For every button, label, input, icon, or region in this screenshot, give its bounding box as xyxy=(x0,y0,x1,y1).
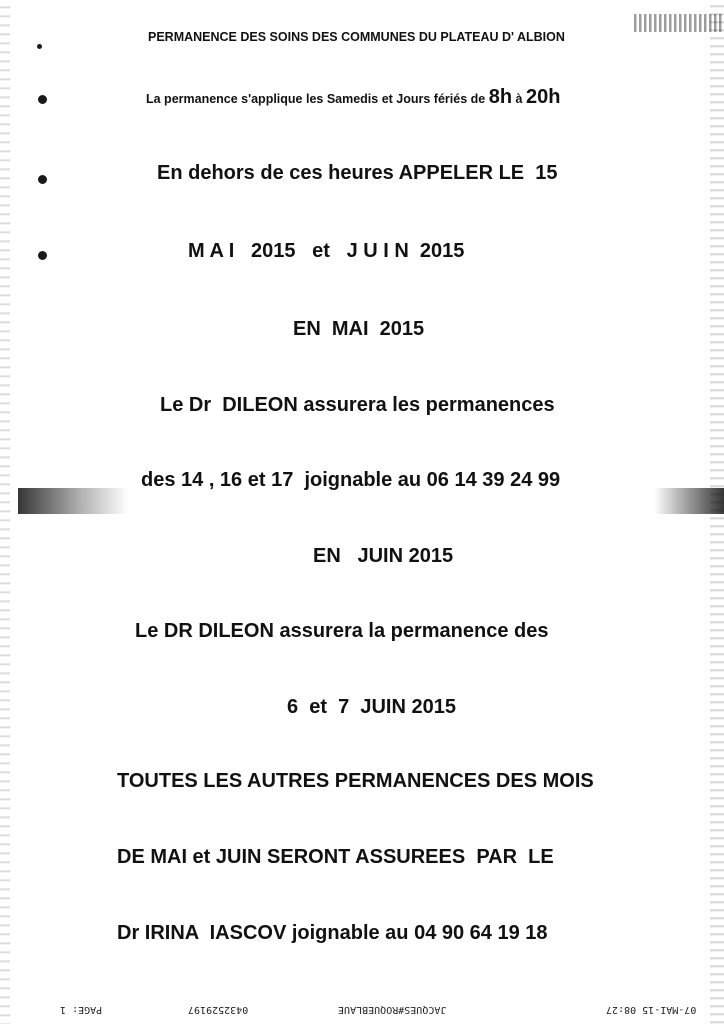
outside-hours-line: En dehors de ces heures APPELER LE 15 xyxy=(157,162,558,184)
bullet-4 xyxy=(38,251,47,260)
fax-footer-timestamp: 07-MAI-15 08:27 xyxy=(606,1004,697,1015)
fax-footer-number: 0432529197 xyxy=(188,1004,249,1015)
hours-value-end: 20h xyxy=(525,86,561,108)
hours-value-start: 8h xyxy=(488,86,513,108)
period-line: M A I 2015 et J U I N 2015 xyxy=(188,240,465,262)
june-doctor-line: Le DR DILEON assurera la permanence des xyxy=(135,620,549,642)
june-dates-line: 6 et 7 JUIN 2015 xyxy=(287,696,456,718)
hours-prefix: La permanence s'applique les Samedis et Jours fériés de xyxy=(146,92,489,106)
others-line-1: TOUTES LES AUTRES PERMANENCES DES MOIS xyxy=(117,770,594,792)
june-heading: EN JUIN 2015 xyxy=(313,545,454,567)
hours-separator: à xyxy=(512,92,526,106)
fax-footer-page: PAGE: 1 xyxy=(60,1004,103,1015)
scan-edge-left xyxy=(0,0,10,1024)
others-line-2: DE MAI et JUIN SERONT ASSUREES PAR LE xyxy=(117,846,554,868)
may-dates-line: des 14 , 16 et 17 joignable au 06 14 39 24 99 xyxy=(141,469,561,491)
scan-smudge-right xyxy=(654,488,724,514)
scan-smudge-left xyxy=(18,488,128,514)
bullet-3 xyxy=(38,175,47,184)
fax-footer-sender: JACQUES#ROQUEBLAUE xyxy=(338,1004,447,1015)
document-header: PERMANENCE DES SOINS DES COMMUNES DU PLATEAU D' ALBION xyxy=(148,30,565,44)
may-doctor-line: Le Dr DILEON assurera les permanences xyxy=(160,394,555,416)
hours-line xyxy=(146,86,560,109)
scan-hatch-top xyxy=(634,14,724,32)
others-line-3: Dr IRINA IASCOV joignable au 04 90 64 19 18 xyxy=(117,922,548,944)
may-heading: EN MAI 2015 xyxy=(293,318,425,340)
bullet-2 xyxy=(38,95,47,104)
bullet-1 xyxy=(37,44,42,49)
